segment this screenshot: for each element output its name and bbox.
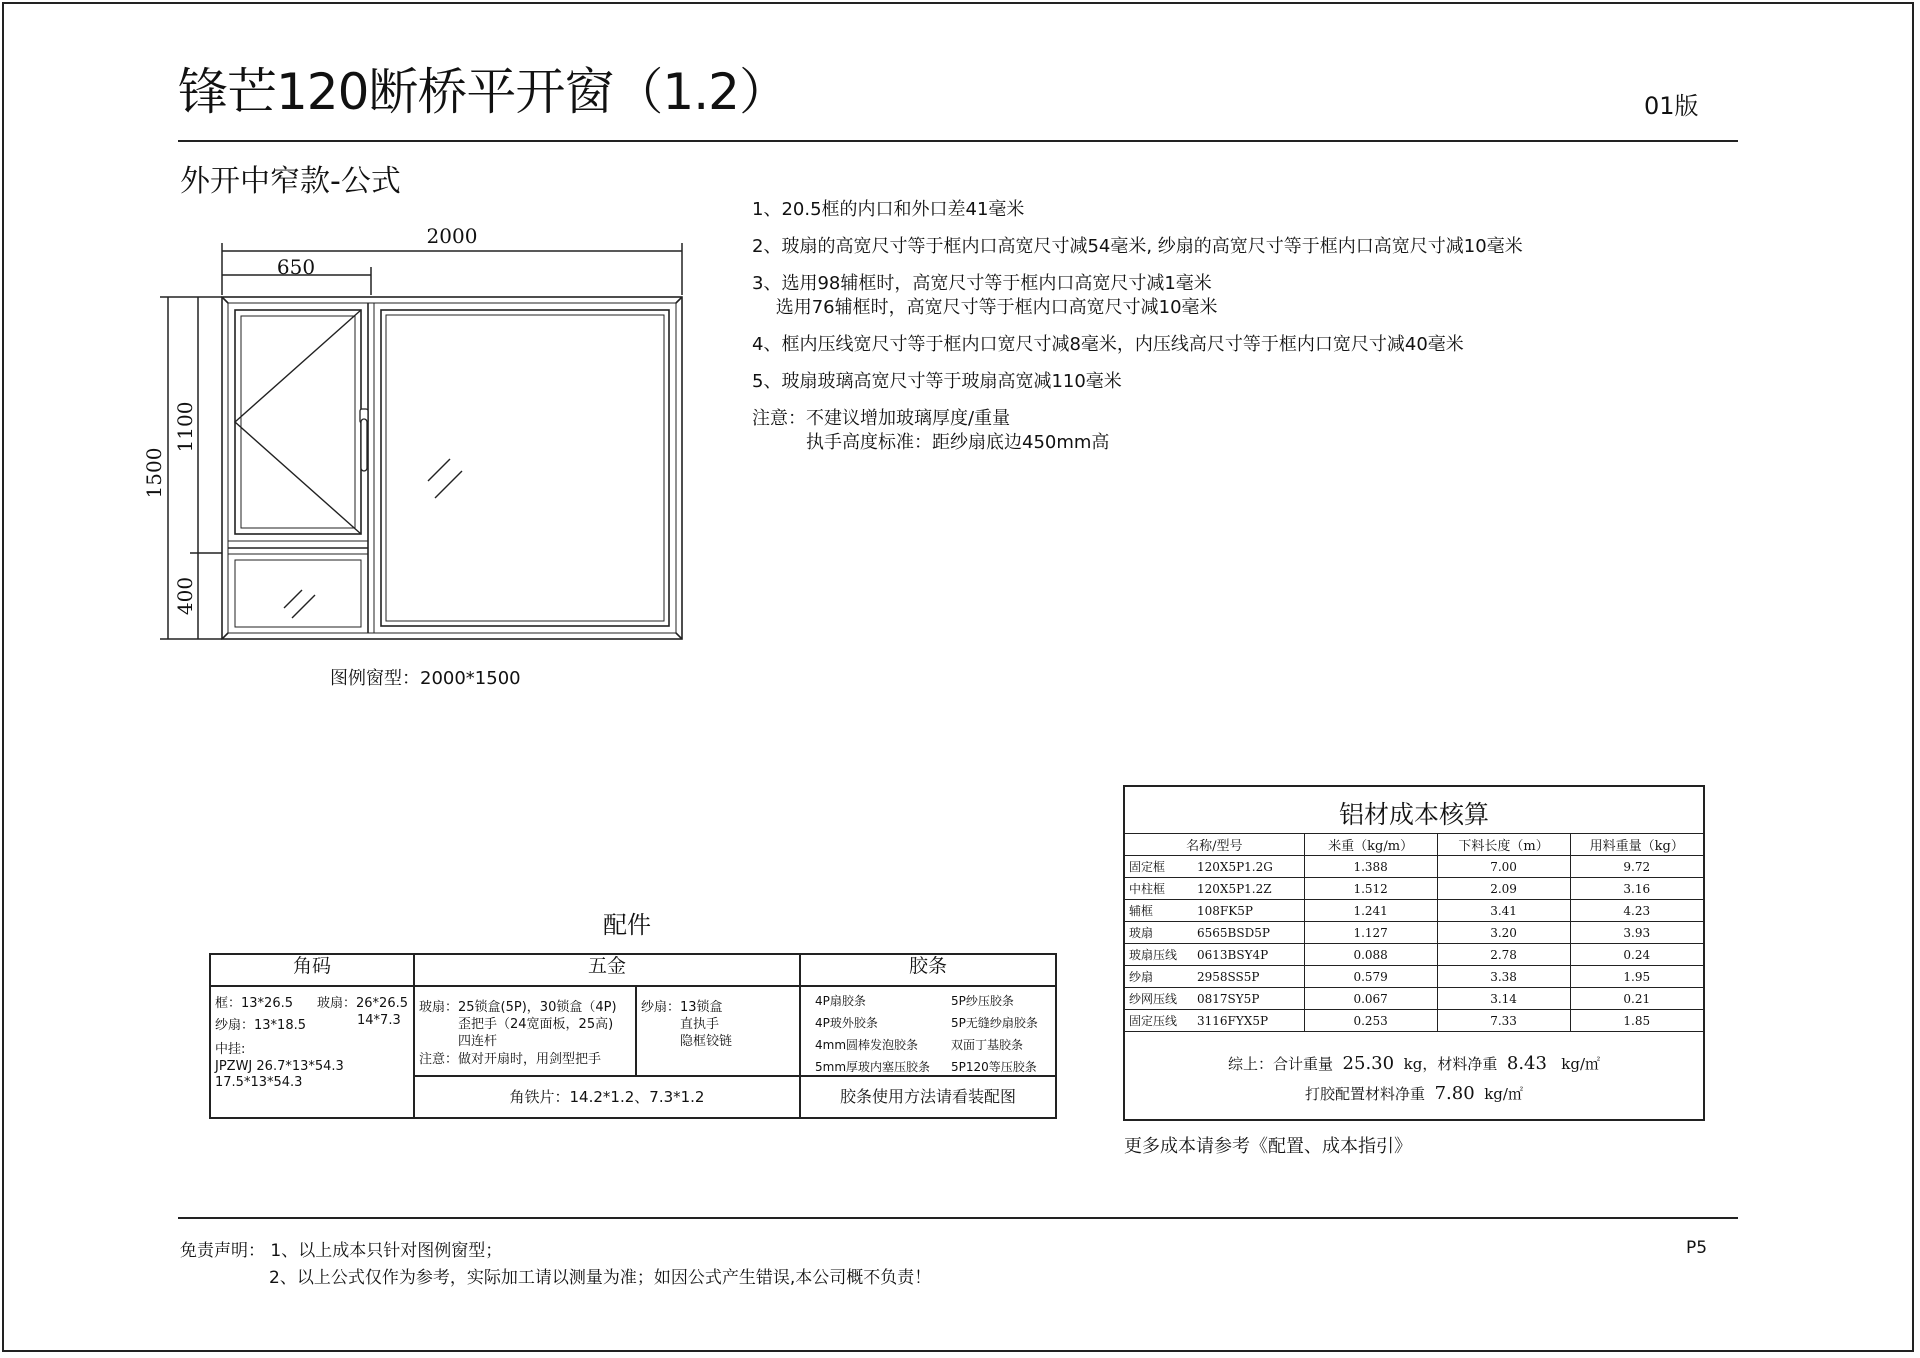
hardware-glass-line: 四连杆	[419, 1034, 498, 1049]
note-item: 2、玻扇的高宽尺寸等于框内口高宽尺寸减54毫米, 纱扇的高宽尺寸等于框内口高宽尺寸减10毫米	[752, 236, 1523, 257]
note-item: 3、选用98辅框时，高宽尺寸等于框内口高宽尺寸减1毫米 选用76辅框时，高宽尺寸等于框内口高宽尺寸减10毫米	[752, 273, 1218, 318]
page-title: 锋芒120断桥平开窗（1.2）	[178, 63, 788, 121]
corner-frame: 框：13*26.5	[215, 996, 293, 1011]
strip-item: 5mm厚玻内塞压胶条	[815, 1060, 931, 1074]
corner-screen-sash: 纱扇：13*18.5	[215, 1018, 306, 1033]
dim-total-height: 1500	[142, 447, 166, 499]
version-label: 01版	[1644, 92, 1699, 120]
table-row: 玻扇 6565BSD5P 1.127 3.20 3.93	[1125, 922, 1703, 944]
col-total: 用料重量（kg）	[1570, 834, 1703, 856]
strip-item: 双面丁基胶条	[951, 1038, 1024, 1052]
hardware-glass-line: 注意：做对开扇时，用剑型把手	[419, 1052, 602, 1067]
dim-total-width: 2000	[426, 224, 478, 248]
cost-grid	[1125, 833, 1703, 1032]
disclaimer	[180, 1238, 931, 1292]
col-name: 名称/型号	[1125, 834, 1304, 856]
hardware-glass-line: 歪把手（24宽面板，25高)	[419, 1017, 614, 1032]
corner-mullion-2: 17.5*13*54.3	[215, 1075, 303, 1090]
disclaimer-line-1: 1、以上成本只针对图例窗型；	[270, 1241, 503, 1261]
note-item: 5、玻扇玻璃高宽尺寸等于玻扇高宽减110毫米	[752, 371, 1122, 392]
dim-sash-width: 650	[276, 255, 316, 279]
header-divider	[178, 140, 1738, 142]
hardware-glass-line: 玻扇：25锁盒(5P)，30锁盒（4P)	[419, 1000, 617, 1015]
table-row: 纱扇 2958SS5P 0.579 3.38 1.95	[1125, 966, 1703, 988]
formula-notes	[752, 198, 1523, 455]
cost-summary-2: 打胶配置材料净重 7.80 kg/㎡	[1305, 1083, 1523, 1104]
strip-item: 5P120等压胶条	[951, 1060, 1037, 1074]
strip-item: 5P无缝纱扇胶条	[951, 1016, 1038, 1030]
fixed-glass-pane	[381, 310, 669, 626]
parts-title: 配件	[603, 911, 651, 939]
strip-item: 5P纱压胶条	[951, 994, 1014, 1008]
cost-table	[1123, 785, 1705, 1121]
window-drawing	[140, 215, 700, 655]
corner-sheet: 角铁片：14.2*1.2、7.3*1.2	[509, 1088, 705, 1106]
dim-upper-height: 1100	[173, 401, 197, 453]
note-item: 4、框内压线宽尺寸等于框内口宽尺寸减8毫米，内压线高尺寸等于框内口宽尺寸减40毫米	[752, 334, 1464, 355]
outer-frame	[222, 297, 682, 639]
parts-header-strip: 胶条	[908, 955, 947, 977]
corner-mullion-label: 中挂:	[215, 1042, 246, 1057]
strip-item: 4P玻外胶条	[815, 1016, 878, 1030]
note-item: 注意：不建议增加玻璃厚度/重量 执手高度标准：距纱扇底边450mm高	[752, 408, 1110, 453]
cost-summary-1: 综上：合计重量 25.30 kg，材料净重 8.43 kg/㎡	[1227, 1053, 1601, 1074]
hardware-screen-line: 隐框铰链	[641, 1034, 733, 1049]
corner-glass-sash: 玻扇：26*26.5	[317, 996, 408, 1011]
handle-icon	[360, 409, 368, 471]
table-row: 固定框 120X5P1.2G 1.388 7.00 9.72	[1125, 856, 1703, 878]
hardware-screen-line: 纱扇：13锁盒	[641, 1000, 723, 1015]
cost-title: 铝材成本核算	[1338, 800, 1489, 829]
table-row: 玻扇压线 0613BSY4P 0.088 2.78 0.24	[1125, 944, 1703, 966]
strip-item: 4mm圆棒发泡胶条	[815, 1038, 919, 1052]
parts-header-corner: 角码	[292, 955, 331, 977]
more-cost-note: 更多成本请参考《配置、成本指引》	[1124, 1136, 1412, 1157]
corner-mullion-1: JPZWJ 26.7*13*54.3	[215, 1059, 344, 1074]
parts-header-hardware: 五金	[587, 955, 626, 977]
drawing-caption: 图例窗型：2000*1500	[330, 668, 521, 689]
disclaimer-label: 免责声明：	[180, 1241, 265, 1261]
table-row: 中柱框 120X5P1.2Z 1.512 2.09 3.16	[1125, 878, 1703, 900]
strip-note: 胶条使用方法请看装配图	[839, 1087, 1016, 1106]
opening-indicator	[235, 310, 361, 534]
cost-header-row	[1125, 834, 1703, 856]
col-length: 下料长度（m）	[1437, 834, 1570, 856]
page-number: P5	[1686, 1238, 1708, 1258]
note-item: 1、20.5框的内口和外口差41毫米	[752, 199, 1025, 220]
table-row: 辅框 108FK5P 1.241 3.41 4.23	[1125, 900, 1703, 922]
col-weight: 米重（kg/m）	[1304, 834, 1437, 856]
dim-lower-height: 400	[173, 576, 197, 616]
strip-item: 4P扇胶条	[815, 994, 866, 1008]
table-row: 固定压线 3116FYX5P 0.253 7.33 1.85	[1125, 1010, 1703, 1032]
corner-glass-sash-2: 14*7.3	[357, 1013, 401, 1028]
hardware-screen-line: 直执手	[641, 1017, 720, 1032]
glass-sash	[235, 310, 361, 534]
section-subtitle: 外开中窄款-公式	[180, 164, 401, 199]
disclaimer-line-2: 2、以上公式仅作为参考，实际加工请以测量为准；如因公式产生错误,本公司概不负责！	[269, 1268, 932, 1288]
footer-divider	[178, 1217, 1738, 1219]
table-row: 纱网压线 0817SY5P 0.067 3.14 0.21	[1125, 988, 1703, 1010]
parts-table	[209, 953, 1057, 1119]
